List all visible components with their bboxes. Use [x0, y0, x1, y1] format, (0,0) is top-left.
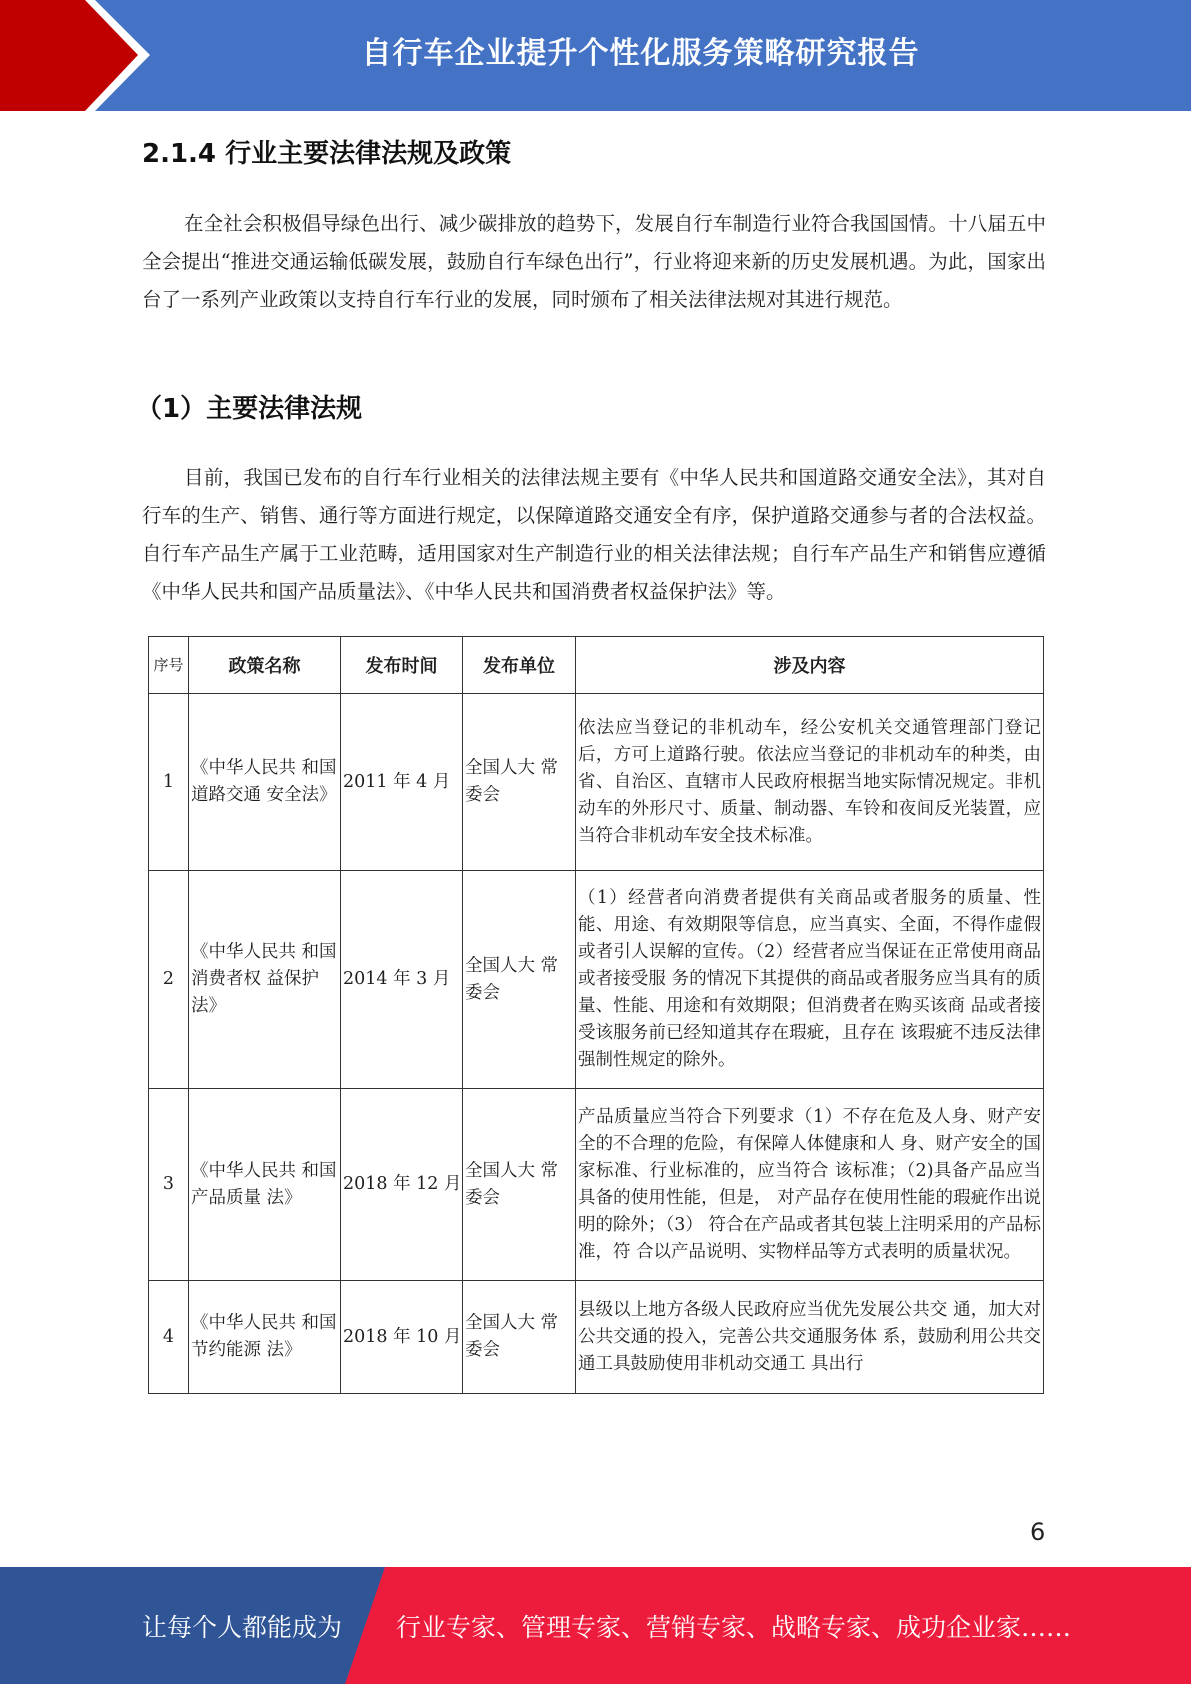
cell-content: 依法应当登记的非机动车，经公安机关交通管理部门登记后，方可上道路行驶。依法应当登记的非机动车的种类，由省、自治区、直辖市人民政府根据当地实际情况规定。非机动车的外形尺寸、质量、制动器、车铃和夜间反光装置，应当符合非机动车安全技术标准。 [576, 694, 1044, 871]
page-header [0, 0, 1191, 111]
chevron-red-shape [0, 0, 138, 111]
header-title: 自行车企业提升个性化服务策略研究报告 [361, 36, 920, 71]
cell-content: 县级以上地方各级人民政府应当优先发展公共交 通，加大对公共交通的投入，完善公共交通服务体 系，鼓励利用公共交通工具鼓励使用非机动交通工 具出行 [576, 1281, 1044, 1394]
cell-date: 2018 年 12 月 [341, 1089, 463, 1281]
footer-slogan-right: 行业专家、管理专家、营销专家、战略专家、成功企业家…… [396, 1612, 1072, 1642]
col-header-unit: 发布单位 [463, 637, 576, 694]
section-heading: 2.1.4 行业主要法律法规及政策 [142, 139, 512, 169]
cell-date: 2018 年 10 月 [341, 1281, 463, 1394]
cell-policy-name: 《中华人民共 和国消费者权 益保护法》 [189, 871, 341, 1089]
cell-seq: 1 [149, 694, 189, 871]
page-footer [0, 1567, 1191, 1684]
cell-unit: 全国人大 常委会 [463, 694, 576, 871]
chevron-arrow-icon [0, 0, 160, 111]
table-row [149, 871, 1044, 1089]
cell-seq: 2 [149, 871, 189, 1089]
cell-seq: 3 [149, 1089, 189, 1281]
col-header-seq: 序号 [149, 637, 189, 694]
col-header-date: 发布时间 [341, 637, 463, 694]
page-number: 6 [1030, 1518, 1046, 1546]
cell-policy-name: 《中华人民共 和国道路交通 安全法》 [189, 694, 341, 871]
cell-content: （1）经营者向消费者提供有关商品或者服务的质量、性能、用途、有效期限等信息，应当真实、全面，不得作虚假或者引人误解的宣传。（2）经营者应当保证在正常使用商品或者接受服 务的情况下其提供的商品或者服务应当具有的质 量、性能、用途和有效期限；但消费者在购买该商 品或者接受该服务前已经知道其存在瑕疵，且存在 该瑕疵不违反法律强制性规定的除外。 [576, 871, 1044, 1089]
table-row [149, 1089, 1044, 1281]
cell-policy-name: 《中华人民共 和国节约能源 法》 [189, 1281, 341, 1394]
col-header-name: 政策名称 [189, 637, 341, 694]
table-row [149, 694, 1044, 871]
cell-unit: 全国人大 常委会 [463, 1089, 576, 1281]
cell-unit: 全国人大 常委会 [463, 1281, 576, 1394]
policy-table [148, 636, 1044, 1394]
col-header-content: 涉及内容 [576, 637, 1044, 694]
footer-slogan-left: 让每个人都能成为 [142, 1612, 343, 1642]
cell-seq: 4 [149, 1281, 189, 1394]
cell-date: 2014 年 3 月 [341, 871, 463, 1089]
cell-content: 产品质量应当符合下列要求（1）不存在危及人身、财产安全的不合理的危险，有保障人体健康和人 身、财产安全的国家标准、行业标准的，应当符合 该标准；（2)具备产品应当具备的使用性能，但是， 对产品存在使用性能的瑕疵作出说明的除外；（3） 符合在产品或者其包装上注明采用的产品标准，符 合以产品说明、实物样品等方式表明的质量状况。 [576, 1089, 1044, 1281]
cell-policy-name: 《中华人民共 和国产品质量 法》 [189, 1089, 341, 1281]
table-row [149, 1281, 1044, 1394]
subsection-heading: （1）主要法律法规 [136, 394, 363, 424]
cell-unit: 全国人大 常委会 [463, 871, 576, 1089]
table-header-row [149, 637, 1044, 694]
subsection-paragraph: 目前，我国已发布的自行车行业相关的法律法规主要有《中华人民共和国道路交通安全法》，其对自行车的生产、销售、通行等方面进行规定，以保障道路交通安全有序，保护道路交通参与者的合法权益。自行车产品生产属于工业范畴，适用国家对生产制造行业的相关法律法规；自行车产品生产和销售应遵循《中华人民共和国产品质量法》、《中华人民共和国消费者权益保护法》等。 [142, 466, 1046, 603]
intro-paragraph: 在全社会积极倡导绿色出行、减少碳排放的趋势下，发展自行车制造行业符合我国国情。十八届五中全会提出“推进交通运输低碳发展，鼓励自行车绿色出行”，行业将迎来新的历史发展机遇。为此，国家出台了一系列产业政策以支持自行车行业的发展，同时颁布了相关法律法规对其进行规范。 [142, 212, 1046, 311]
cell-date: 2011 年 4 月 [341, 694, 463, 871]
